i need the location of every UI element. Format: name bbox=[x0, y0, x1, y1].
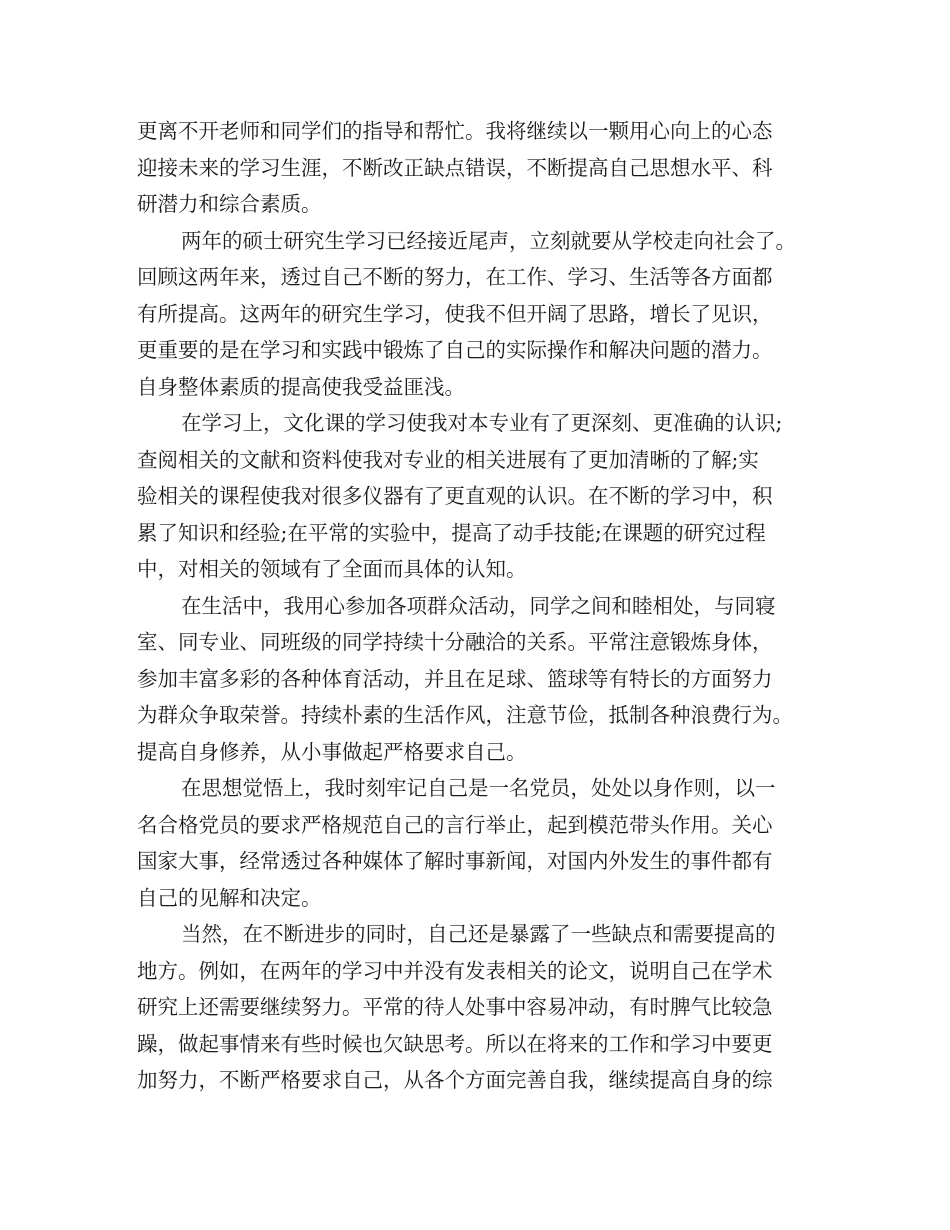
paragraph-first-line: 当然，在不断进步的同时，自己还是暴露了一些缺点和需要提高的 bbox=[181, 922, 776, 946]
text-line: 自己的见解和决定。 bbox=[137, 885, 322, 910]
text-line: 更重要的是在学习和实践中锻炼了自己的实际操作和解决问题的潜力。 bbox=[137, 338, 773, 362]
text-line: 累了知识和经验;在平常的实验中，提高了动手技能;在课题的研究过程 bbox=[137, 520, 766, 545]
paragraph-first-line: 在思想觉悟上，我时刻牢记自己是一名党员，处处以身作则，以一 bbox=[181, 776, 776, 800]
paragraph-first-line: 两年的硕士研究生学习已经接近尾声，立刻就要从学校走向社会了。 bbox=[181, 228, 796, 253]
text-line: 躁，做起事情来有些时候也欠缺思考。所以在将来的工作和学习中要更 bbox=[137, 1031, 773, 1056]
text-line: 回顾这两年来，透过自己不断的努力，在工作、学习、生活等各方面都 bbox=[137, 265, 773, 289]
text-line: 研潜力和综合素质。 bbox=[137, 192, 322, 216]
text-line: 迎接未来的学习生涯，不断改正缺点错误，不断提高自己思想水平、科 bbox=[137, 155, 773, 180]
paragraph-first-line: 在生活中，我用心参加各项群众活动，同学之间和睦相处，与同寝 bbox=[181, 593, 776, 618]
text-line: 查阅相关的文献和资料使我对专业的相关进展有了更加清晰的了解;实 bbox=[137, 447, 759, 472]
text-line: 参加丰富多彩的各种体育活动，并且在足球、篮球等有特长的方面努力 bbox=[137, 666, 773, 691]
text-line: 提高自身修养，从小事做起严格要求自己。 bbox=[137, 739, 527, 764]
text-line: 更离不开老师和同学们的指导和帮忙。我将继续以一颗用心向上的心态 bbox=[137, 119, 773, 143]
text-line: 验相关的课程使我对很多仪器有了更直观的认识。在不断的学习中，积 bbox=[137, 484, 773, 508]
text-line: 加努力，不断严格要求自己，从各个方面完善自我，继续提高自身的综 bbox=[137, 1068, 773, 1092]
text-line: 国家大事，经常透过各种媒体了解时事新闻，对国内外发生的事件都有 bbox=[137, 849, 773, 873]
document-body bbox=[137, 113, 827, 1099]
text-line: 名合格党员的要求严格规范自己的言行举止，起到模范带头作用。关心 bbox=[137, 812, 773, 837]
text-line: 为群众争取荣誉。持续朴素的生活作风，注意节俭，抵制各种浪费行为。 bbox=[137, 703, 793, 727]
text-line: 室、同专业、同班级的同学持续十分融洽的关系。平常注意锻炼身体， bbox=[137, 630, 773, 654]
paragraph-first-line: 在学习上，文化课的学习使我对本专业有了更深刻、更准确的认识; bbox=[181, 411, 783, 435]
text-line: 地方。例如，在两年的学习中并没有发表相关的论文，说明自己在学术 bbox=[137, 958, 773, 983]
text-line: 中，对相关的领域有了全面而具体的认知。 bbox=[137, 557, 527, 581]
text-line: 自身整体素质的提高使我受益匪浅。 bbox=[137, 374, 465, 399]
text-line: 有所提高。这两年的研究生学习，使我不但开阔了思路，增长了见识， bbox=[137, 301, 773, 326]
text-line: 研究上还需要继续努力。平常的待人处事中容易冲动，有时脾气比较急 bbox=[137, 995, 773, 1019]
